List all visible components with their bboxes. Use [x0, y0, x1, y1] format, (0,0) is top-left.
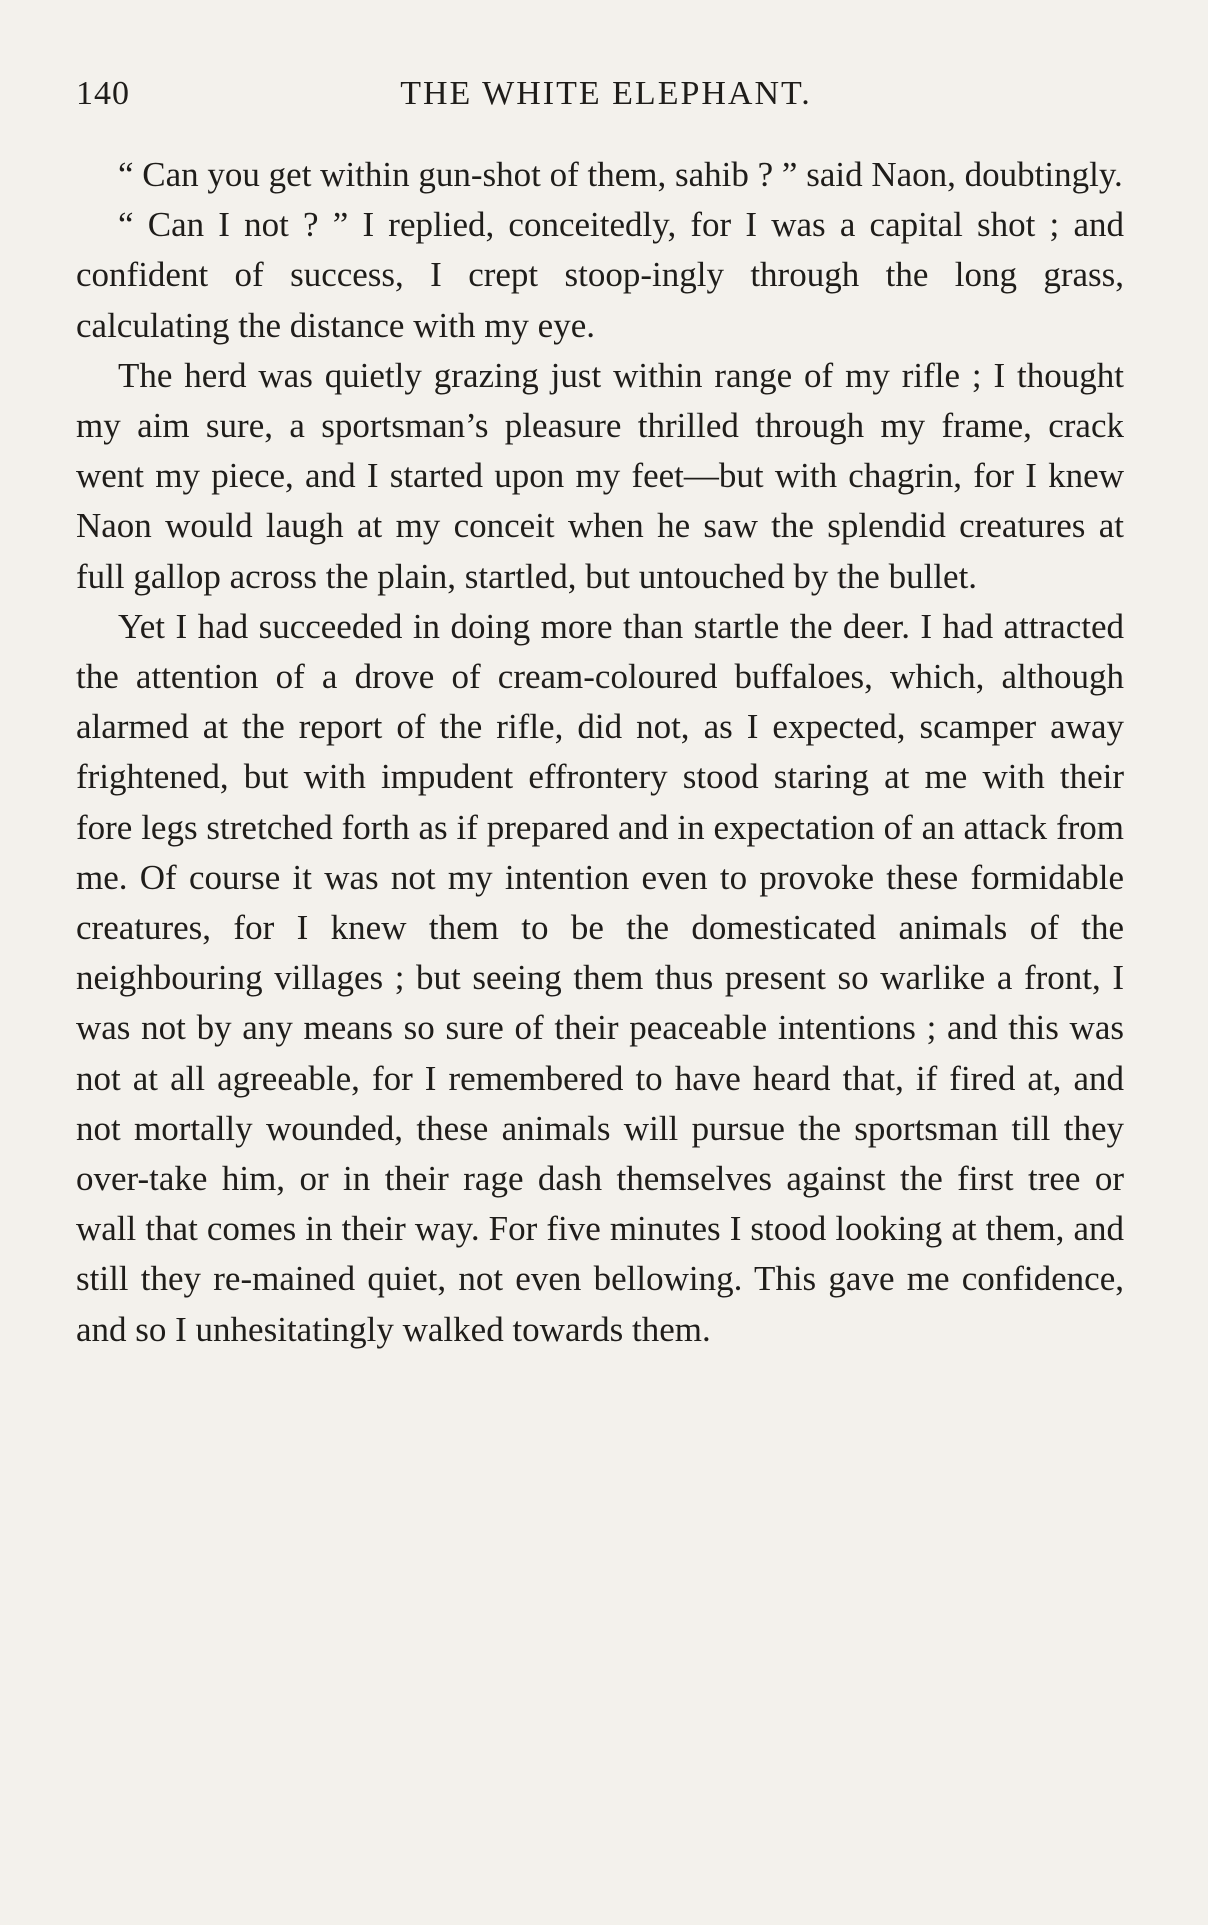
running-title: THE WHITE ELEPHANT. [400, 75, 812, 112]
page-number: 140 [76, 75, 130, 112]
paragraph-reply: “ Can I not ? ” I replied, conceitedly, for I was a capital shot ; and confident of success, I crept stoop-ingly through the long grass, calculating the distance with my eye. [76, 205, 1124, 345]
paragraph-herd: The herd was quietly grazing just within range of my rifle ; I thought my aim sure, a sportsman’s pleasure thrilled through my frame, crack went my piece, and I started upon my feet—but with chagrin, for I knew Naon would laugh at my conceit when he saw the splendid creatures at full gallop across the plain, startled, but untouched by the bullet. [76, 355, 1124, 596]
paragraph-dialogue-naon: “ Can you get within gun-shot of them, sahib ? ” said Naon, doubtingly. [118, 155, 1123, 194]
running-head [76, 72, 1136, 116]
body-text [76, 150, 1124, 1355]
paragraph-buffaloes: Yet I had succeeded in doing more than startle the deer. I had attracted the attention of a drove of cream-coloured buffaloes, which, although alarmed at the report of the rifle, did not, as I expected, scamper away frightened, but with impudent effrontery stood staring at me with their fore legs stretched forth as if prepared and in expectation of an attack from me. Of course it was not my intention even to provoke these formidable creatures, for I knew them to be the domesticated animals of the neighbouring villages ; but seeing them thus present so warlike a front, I was not by any means so sure of their peaceable intentions ; and this was not at all agreeable, for I remembered to have heard that, if fired at, and not mortally wounded, these animals will pursue the sportsman till they over-take him, or in their rage dash themselves against the first tree or wall that comes in their way. For five minutes I stood looking at them, and still they re-mained quiet, not even bellowing. This gave me confidence, and so I unhesitatingly walked towards them. [76, 606, 1124, 1349]
